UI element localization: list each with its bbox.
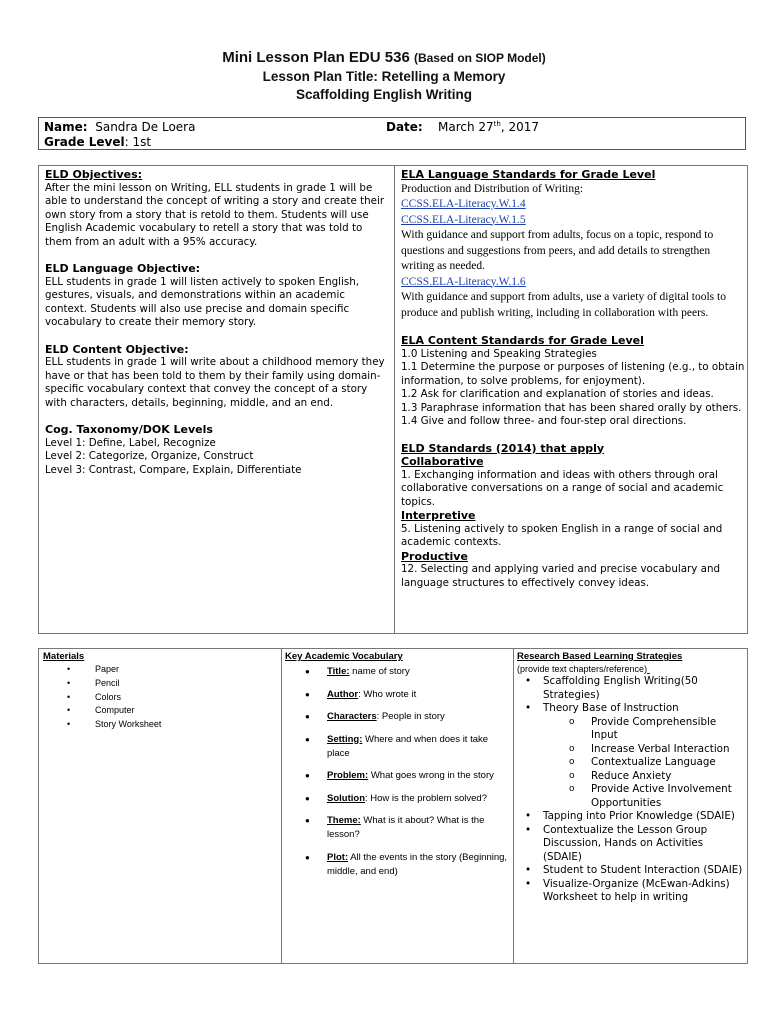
material-item: • Pencil (67, 677, 277, 691)
research-sub-item: o Provide Active Involvement Opportunities (517, 783, 745, 810)
research-item: • Visualize-Organize (McEwan-Adkins) Worksheet to help in writing (517, 878, 745, 905)
eld-content-objective-text: ELL students in grade 1 will write about a childhood memory they have or that has been told to them by their family using domain-specific vocabulary context that convey the concept of a story with characters, details, beginning, middle, and an end. (45, 356, 385, 409)
date-label: Date: (386, 120, 423, 134)
objectives-column (45, 168, 389, 477)
ela-content-item: 1.3 Paraphrase information that has been shared orally by others. (401, 401, 742, 414)
eld-language-objective-text: ELL students in grade 1 will listen actively to spoken English, gestures, visuals, and demonstrations within an academic context. Students will also use precise and domain specific vocabulary to create their memory story. (45, 275, 360, 328)
ela-content-item: 1.4 Give and follow three- and four-step oral directions. (401, 415, 687, 427)
research-sub-item: o Provide Comprehensible Input (517, 716, 745, 743)
ela-content-item: 1.0 Listening and Speaking Strategies (401, 347, 597, 360)
grade-label: Grade Level (44, 135, 125, 149)
material-item: • Colors (67, 691, 277, 705)
vocab-definition: name of story (349, 666, 410, 677)
column-divider (513, 649, 514, 963)
vocab-term: Plot: (327, 851, 349, 863)
vocab-definition: What goes wrong in the story (368, 770, 494, 781)
vocab-term: Characters (327, 711, 377, 722)
vocab-term: Setting: (327, 733, 363, 745)
cog-level-3: Level 3: Contrast, Compare, Explain, Differentiate (45, 463, 302, 476)
lesson-title: Lesson Plan Title: Retelling a Memory (262, 69, 506, 84)
material-item: • Computer (67, 704, 277, 718)
date-row (386, 120, 539, 134)
vocab-term: Solution (327, 792, 365, 804)
ela-language-intro: Production and Distribution of Writing: (401, 182, 584, 195)
page-title (0, 48, 768, 68)
research-heading: Research Based Learning Strategies (517, 651, 683, 662)
vocab-definition: What is it about? What is the lesson? (327, 815, 485, 840)
research-subheading (517, 663, 745, 675)
vocab-term: Theme: (327, 815, 361, 826)
vocab-term: Author (327, 688, 359, 700)
title-main: Mini Lesson Plan EDU 536 (222, 49, 410, 66)
eld-content-objective-heading: ELD Content Objective: (45, 342, 189, 356)
vocab-item (305, 733, 511, 761)
ela-content-item: 1.2 Ask for clarification and explanation of stories and ideas. (401, 388, 714, 400)
objectives-standards-table (38, 165, 748, 634)
collaborative-label: Collaborative (401, 455, 484, 468)
collaborative-text: 1. Exchanging information and ideas with others through oral collaborative conversations on a range of social and academic topics. (401, 468, 724, 508)
date-suffix: th (493, 120, 501, 128)
standards-column (401, 168, 745, 590)
grade-value: : 1st (124, 135, 152, 149)
research-item: • Scaffolding English Writing(50 Strategies) (517, 675, 745, 702)
name-value: Sandra De Loera (95, 120, 196, 134)
vocab-item (305, 688, 511, 702)
materials-heading: Materials (43, 651, 85, 662)
ela-language-text-1: With guidance and support from adults, focus on a topic, respond to questions and suggestions from peers, and add details to strengthen writing as needed. (401, 229, 714, 272)
eld-objectives-text: After the mini lesson on Writing, ELL students in grade 1 will be able to understand the concept of writing a story and create their own story from a story that is retold to them. Students will use English Academic vocabulary to retell a story that was told to them from an adult with a 95% accuracy. (45, 181, 385, 248)
vocab-item (305, 792, 511, 806)
material-item: • Story Worksheet (67, 718, 277, 732)
cog-level-2: Level 2: Categorize, Organize, Construct (45, 450, 254, 462)
vocab-item (305, 710, 511, 724)
materials-column (43, 651, 277, 732)
vocab-definition: : How is the problem solved? (365, 792, 487, 804)
research-item: • Contextualize the Lesson Group Discussion, Hands on Activities (SDAIE) (517, 824, 745, 865)
date-value: March 27 (438, 120, 494, 134)
research-sub-item: o Contextualize Language (517, 756, 745, 770)
interpretive-text: 5. Listening actively to spoken English in a range of social and academic contexts. (401, 522, 723, 548)
resources-table (38, 648, 748, 964)
ela-language-standards-heading: ELA Language Standards for Grade Level (401, 168, 656, 181)
vocab-definition: : Who wrote it (358, 688, 417, 700)
name-row (44, 120, 195, 134)
name-label: Name: (44, 120, 88, 134)
title-paren: (Based on SIOP Model) (413, 51, 546, 65)
vocab-definition: : People in story (376, 711, 445, 722)
research-column (517, 651, 745, 905)
ccss-w-1-5-link[interactable]: CCSS.ELA-Literacy.W.1.5 (401, 213, 526, 226)
research-sub-item: o Reduce Anxiety (517, 770, 745, 784)
column-divider (281, 649, 282, 963)
vocab-item (305, 665, 511, 679)
ccss-w-1-6-link[interactable]: CCSS.ELA-Literacy.W.1.6 (401, 275, 526, 288)
grade-row (44, 135, 151, 149)
vocab-definition: All the events in the story (Beginning, middle, and end) (327, 851, 508, 877)
ela-language-text-2: With guidance and support from adults, use a variety of digital tools to produce and publish writing, including in collaboration with peers. (401, 291, 726, 319)
eld-objectives-heading: ELD Objectives: (45, 168, 143, 181)
productive-text: 12. Selecting and applying varied and precise vocabulary and language structures to effectively convey ideas. (401, 563, 721, 589)
material-item: • Paper (67, 663, 277, 677)
vocab-term: Problem: (327, 770, 369, 781)
lesson-subtitle: Scaffolding English Writing (296, 87, 472, 102)
vocab-definition: Where and when does it take place (327, 733, 489, 759)
vocab-item (305, 769, 511, 783)
vocabulary-column (285, 651, 511, 887)
vocab-item (305, 814, 511, 842)
page-header (0, 48, 768, 104)
research-subheading-text: (provide text chapters/reference) (517, 664, 648, 674)
interpretive-label: Interpretive (401, 509, 476, 522)
date-year: , 2017 (500, 120, 540, 134)
cog-taxonomy-heading: Cog. Taxonomy/DOK Levels (45, 423, 213, 436)
vocab-item (305, 851, 511, 879)
research-item: • Tapping into Prior Knowledge (SDAIE) (517, 810, 745, 824)
ccss-w-1-4-link[interactable]: CCSS.ELA-Literacy.W.1.4 (401, 198, 526, 210)
eld-standards-heading: ELD Standards (2014) that apply (401, 441, 605, 455)
eld-language-objective-heading: ELD Language Objective: (45, 262, 201, 275)
info-box (38, 117, 746, 150)
vocab-term: Title: (327, 666, 350, 677)
cog-level-1: Level 1: Define, Label, Recognize (45, 436, 216, 449)
ela-content-item: 1.1 Determine the purpose or purposes of listening (e.g., to obtain information, to solve problems, for enjoyment). (401, 361, 745, 387)
research-sub-item: o Increase Verbal Interaction (517, 743, 745, 757)
productive-label: Productive (401, 549, 468, 563)
ela-content-standards-heading: ELA Content Standards for Grade Level (401, 334, 644, 347)
research-item: • Student to Student Interaction (SDAIE) (517, 864, 745, 878)
column-divider (394, 166, 395, 633)
vocabulary-heading: Key Academic Vocabulary (285, 651, 403, 662)
research-item: • Theory Base of Instruction (517, 702, 745, 716)
